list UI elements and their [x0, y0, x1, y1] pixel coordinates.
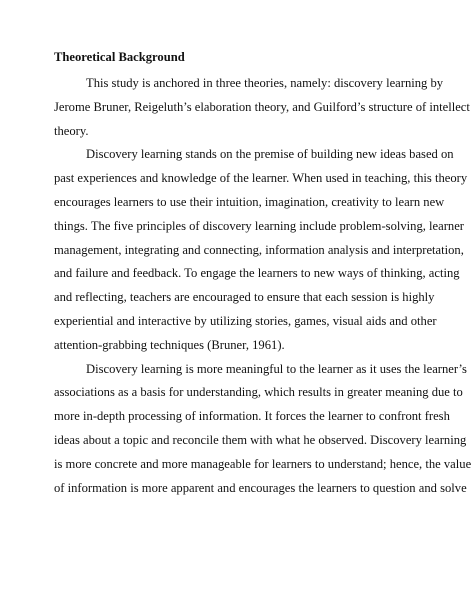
paragraph-1: [54, 72, 470, 143]
paragraph-line: This study is anchored in three theories, namely: discovery learning by: [86, 76, 444, 90]
paragraph-line: ideas about a topic and reconcile them with what he observed. Discovery learning: [54, 432, 467, 447]
paragraph-line: Discovery learning is more meaningful to the learner as it uses the learner’s: [86, 361, 467, 376]
paragraph-line: and failure and feedback. To engage the learners to new ways of thinking, acting: [54, 266, 460, 281]
paragraph-line: past experiences and knowledge of the learner. When used in teaching, this theory: [54, 171, 468, 186]
paragraph-line: Jerome Bruner, Reigeluth’s elaboration theory, and Guilford’s structure of intellect: [54, 99, 470, 114]
paragraph-line: encourages learners to use their intuition, imagination, creativity to learn new: [54, 194, 445, 209]
paragraph-line: Discovery learning stands on the premise of building new ideas based on: [86, 147, 454, 162]
paragraph-line: attention-grabbing techniques (Bruner, 1961).: [54, 337, 285, 352]
paragraph-line: theory.: [54, 123, 89, 138]
paragraph-line: and reflecting, teachers are encouraged to ensure that each session is highly: [54, 290, 435, 305]
document-page: [54, 49, 472, 500]
paragraph-line: of information is more apparent and encourages the learners to question and solve: [54, 480, 467, 495]
paragraph-line: associations as a basis for understanding, which results in greater meaning due to: [54, 385, 463, 400]
paragraph-3: [54, 358, 472, 501]
paragraph-line: experiential and interactive by utilizing stories, games, visual aids and other: [54, 313, 437, 328]
paragraph-line: things. The five principles of discovery learning include problem-solving, learner: [54, 218, 464, 233]
section-heading: Theoretical Background: [54, 50, 185, 64]
paragraph-line: management, integrating and connecting, information analysis and interpretation,: [54, 242, 464, 257]
paragraph-2: [54, 143, 468, 357]
paragraph-line: is more concrete and more manageable for learners to understand; hence, the value: [54, 456, 472, 471]
paragraph-line: more in-depth processing of information. It forces the learner to confront fresh: [54, 409, 450, 424]
